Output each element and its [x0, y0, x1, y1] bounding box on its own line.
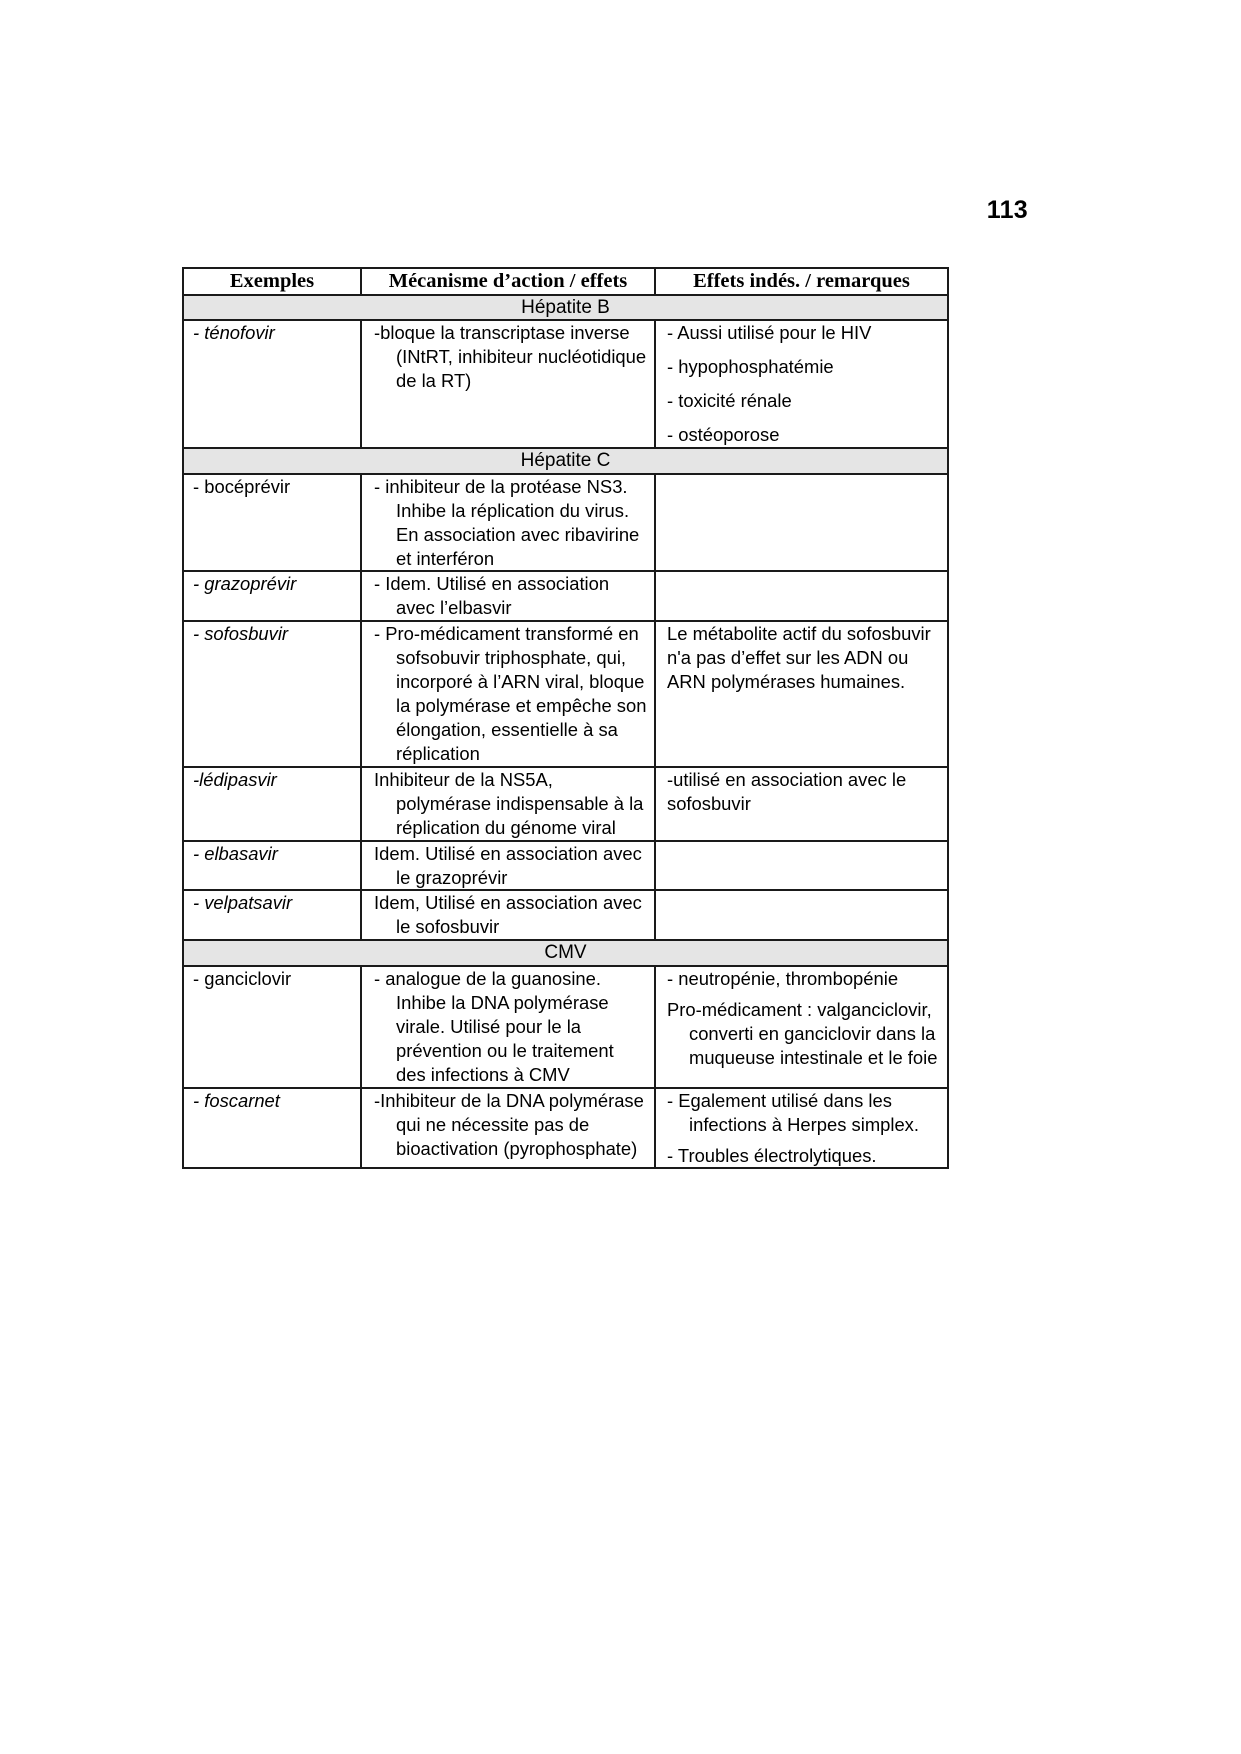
section-header-row	[183, 940, 948, 966]
mechanism-text: Inhibiteur de la NS5A, polymérase indispensable à la réplication du génome viral	[374, 768, 644, 838]
drug-name: -lédipasvir	[193, 768, 277, 790]
effects-cell	[655, 1088, 948, 1169]
table-row	[183, 621, 948, 767]
mechanism-cell	[361, 890, 655, 940]
table-header-row	[183, 268, 948, 295]
drug-name-cell	[183, 890, 361, 940]
table-row	[183, 474, 948, 572]
effects-cell	[655, 767, 948, 841]
table-row	[183, 966, 948, 1088]
section-header-row	[183, 448, 948, 474]
mechanism-text: - inhibiteur de la protéase NS3. Inhibe la réplication du virus. En association avec ribavirine et interféron	[374, 475, 640, 569]
drug-name-cell	[183, 571, 361, 621]
column-header-mechanism: Mécanisme d’action / effets	[361, 268, 655, 295]
drug-name-cell	[183, 1088, 361, 1169]
effect-item: - hypophosphatémie	[667, 356, 834, 378]
spacer	[667, 345, 941, 355]
mechanism-cell	[361, 320, 655, 448]
mechanism-cell	[361, 571, 655, 621]
drug-name: - foscarnet	[193, 1089, 280, 1111]
drug-name-cell	[183, 841, 361, 891]
section-title-hepatite-b: Hépatite B	[183, 295, 948, 321]
effect-item: - Aussi utilisé pour le HIV	[667, 322, 872, 344]
page-number: 113	[986, 196, 1028, 224]
mechanism-text: -Inhibiteur de la DNA polymérase qui ne nécessite pas de bioactivation (pyrophosphate)	[374, 1089, 644, 1159]
spacer	[667, 413, 941, 423]
effect-item: -utilisé en association avec le sofosbuvir	[667, 768, 907, 814]
table-row	[183, 1088, 948, 1169]
spacer	[667, 379, 941, 389]
table-row	[183, 890, 948, 940]
antiviral-drug-table-container	[182, 267, 947, 1169]
mechanism-cell	[361, 474, 655, 572]
effect-item: - Egalement utilisé dans les infections à Herpes simplex.	[667, 1089, 919, 1135]
effects-cell	[655, 966, 948, 1088]
mechanism-cell	[361, 621, 655, 767]
mechanism-text: Idem. Utilisé en association avec le grazoprévir	[374, 842, 642, 888]
effect-item: - toxicité rénale	[667, 390, 792, 412]
drug-name-cell	[183, 320, 361, 448]
section-title-cmv: CMV	[183, 940, 948, 966]
table-row	[183, 571, 948, 621]
effects-cell	[655, 841, 948, 891]
column-header-examples: Exemples	[183, 268, 361, 295]
drug-name: - bocéprévir	[193, 475, 291, 497]
drug-name: - ténofovir	[193, 322, 275, 344]
mechanism-text: - Pro-médicament transformé en sofsobuvir triphosphate, qui, incorporé à l’ARN viral, bloque la polymérase et empêche son élongation, essentielle à sa réplication	[374, 623, 647, 764]
drug-name-cell	[183, 474, 361, 572]
section-header-row	[183, 295, 948, 321]
effect-item: Le métabolite actif du sofosbuvir n'a pas d’effet sur les ADN ou ARN polymérases humaines.	[667, 623, 931, 693]
drug-name: - sofosbuvir	[193, 623, 289, 645]
table-row	[183, 841, 948, 891]
drug-name-cell	[183, 767, 361, 841]
mechanism-text: -bloque la transcriptase inverse (INtRT, inhibiteur nucléotidique de la RT)	[374, 322, 647, 392]
section-title-hepatite-c: Hépatite C	[183, 448, 948, 474]
mechanism-text: Idem, Utilisé en association avec le sofosbuvir	[374, 892, 642, 938]
drug-name: - ganciclovir	[193, 968, 292, 990]
mechanism-text: - Idem. Utilisé en association avec l’elbasvir	[374, 573, 610, 619]
effects-cell	[655, 320, 948, 448]
spacer	[667, 991, 941, 998]
effects-cell	[655, 621, 948, 767]
effects-cell	[655, 474, 948, 572]
table-row	[183, 320, 948, 448]
effects-cell	[655, 890, 948, 940]
drug-name: - grazoprévir	[193, 573, 297, 595]
drug-name-cell	[183, 966, 361, 1088]
mechanism-cell	[361, 1088, 655, 1169]
drug-name: - elbasavir	[193, 842, 278, 864]
mechanism-cell	[361, 966, 655, 1088]
effect-item: - ostéoporose	[667, 424, 780, 446]
mechanism-text: - analogue de la guanosine. Inhibe la DNA polymérase virale. Utilisé pour le la prévention ou le traitement des infections à CMV	[374, 968, 614, 1085]
column-header-effects: Effets indés. / remarques	[655, 268, 948, 295]
drug-name-cell	[183, 621, 361, 767]
antiviral-drug-table	[182, 267, 949, 1169]
spacer	[667, 1137, 941, 1144]
effect-item: Pro-médicament : valganciclovir, converti en ganciclovir dans la muqueuse intestinale et le foie	[667, 998, 938, 1068]
mechanism-cell	[361, 767, 655, 841]
drug-name: - velpatsavir	[193, 892, 293, 914]
table-row	[183, 767, 948, 841]
effect-item: - Troubles électrolytiques.	[667, 1144, 877, 1166]
mechanism-cell	[361, 841, 655, 891]
effects-cell	[655, 571, 948, 621]
effect-item: - neutropénie, thrombopénie	[667, 968, 899, 990]
